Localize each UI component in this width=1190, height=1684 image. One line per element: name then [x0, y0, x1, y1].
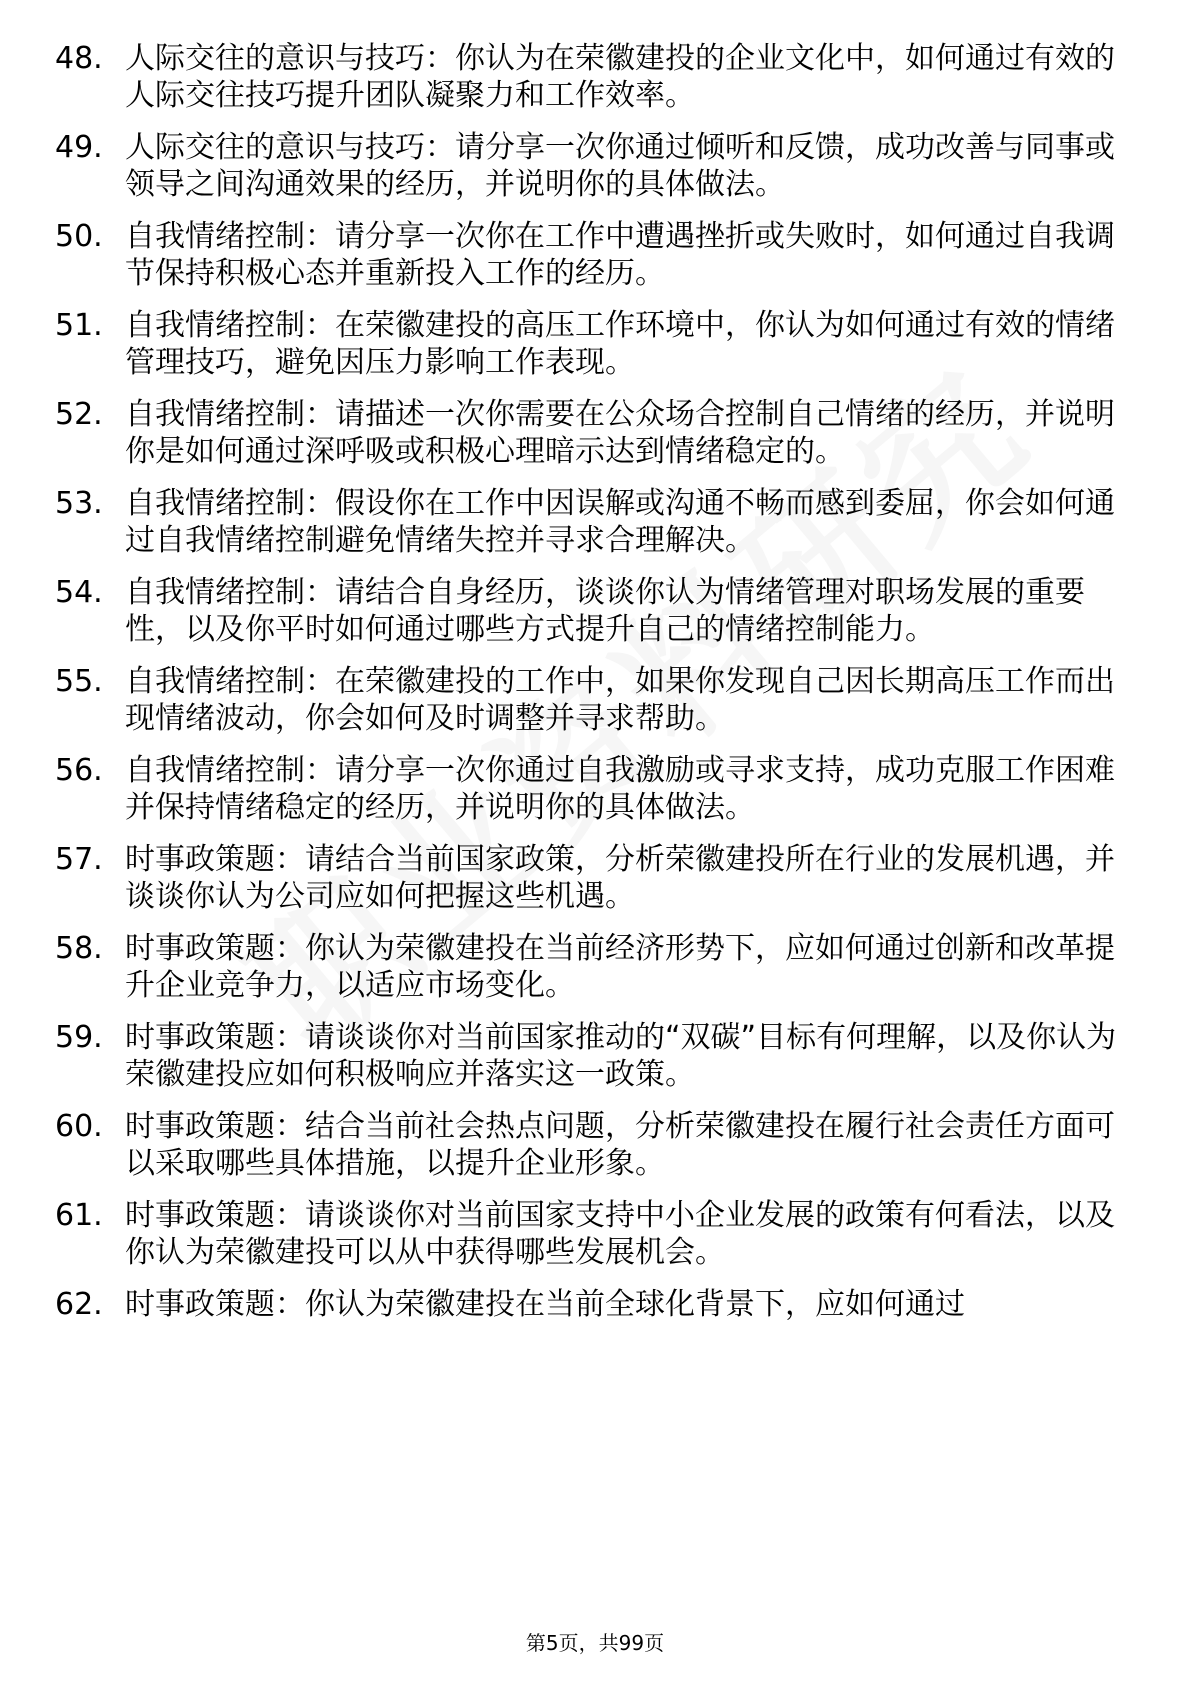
question-text: 自我情绪控制：请结合自身经历，谈谈你认为情绪管理对职场发展的重要性，以及你平时如何通过哪些方式提升自己的情绪控制能力。	[125, 575, 1085, 647]
question-item	[55, 574, 1135, 648]
question-text: 自我情绪控制：请分享一次你通过自我激励或寻求支持，成功克服工作困难并保持情绪稳定的经历，并说明你的具体做法。	[125, 753, 1115, 825]
question-text: 时事政策题：你认为荣徽建投在当前全球化背景下，应如何通过	[125, 1287, 965, 1322]
question-number: 54.	[55, 575, 103, 610]
page-footer: 第5页，共99页	[525, 1631, 665, 1655]
question-item	[55, 218, 1135, 292]
question-item	[55, 930, 1135, 1004]
question-item	[55, 307, 1135, 381]
question-text: 自我情绪控制：请分享一次你在工作中遭遇挫折或失败时，如何通过自我调节保持积极心态并重新投入工作的经历。	[125, 219, 1115, 291]
question-text: 自我情绪控制：请描述一次你需要在公众场合控制自己情绪的经历，并说明你是如何通过深呼吸或积极心理暗示达到情绪稳定的。	[125, 397, 1115, 469]
question-item	[55, 1286, 1135, 1323]
question-number: 61.	[55, 1198, 103, 1233]
question-text: 时事政策题：你认为荣徽建投在当前经济形势下，应如何通过创新和改革提升企业竞争力，以适应市场变化。	[125, 931, 1115, 1003]
question-item	[55, 396, 1135, 470]
question-list	[55, 40, 1135, 1338]
question-number: 48.	[55, 41, 103, 76]
question-text: 时事政策题：请结合当前国家政策，分析荣徽建投所在行业的发展机遇，并谈谈你认为公司应如何把握这些机遇。	[125, 842, 1115, 914]
question-number: 52.	[55, 397, 103, 432]
question-number: 55.	[55, 664, 103, 699]
question-item	[55, 1019, 1135, 1093]
question-number: 53.	[55, 486, 103, 521]
question-number: 56.	[55, 753, 103, 788]
question-number: 59.	[55, 1020, 103, 1055]
question-item	[55, 841, 1135, 915]
question-text: 自我情绪控制：在荣徽建投的高压工作环境中，你认为如何通过有效的情绪管理技巧，避免因压力影响工作表现。	[125, 308, 1115, 380]
question-text: 人际交往的意识与技巧：请分享一次你通过倾听和反馈，成功改善与同事或领导之间沟通效果的经历，并说明你的具体做法。	[125, 130, 1115, 202]
question-text: 自我情绪控制：在荣徽建投的工作中，如果你发现自己因长期高压工作而出现情绪波动，你会如何及时调整并寻求帮助。	[125, 664, 1115, 736]
question-number: 60.	[55, 1109, 103, 1144]
question-item	[55, 1108, 1135, 1182]
question-number: 51.	[55, 308, 103, 343]
question-text: 人际交往的意识与技巧：你认为在荣徽建投的企业文化中，如何通过有效的人际交往技巧提升团队凝聚力和工作效率。	[125, 41, 1115, 113]
question-number: 49.	[55, 130, 103, 165]
question-text: 时事政策题：结合当前社会热点问题，分析荣徽建投在履行社会责任方面可以采取哪些具体措施，以提升企业形象。	[125, 1109, 1115, 1181]
question-text: 时事政策题：请谈谈你对当前国家支持中小企业发展的政策有何看法，以及你认为荣徽建投可以从中获得哪些发展机会。	[125, 1198, 1115, 1270]
question-item	[55, 663, 1135, 737]
question-number: 50.	[55, 219, 103, 254]
question-text: 时事政策题：请谈谈你对当前国家推动的“双碳”目标有何理解，以及你认为荣徽建投应如何积极响应并落实这一政策。	[125, 1020, 1117, 1092]
question-item	[55, 129, 1135, 203]
question-number: 62.	[55, 1287, 103, 1322]
question-item	[55, 40, 1135, 114]
question-item	[55, 752, 1135, 826]
question-text: 自我情绪控制：假设你在工作中因误解或沟通不畅而感到委屈，你会如何通过自我情绪控制避免情绪失控并寻求合理解决。	[125, 486, 1115, 558]
question-number: 57.	[55, 842, 103, 877]
question-number: 58.	[55, 931, 103, 966]
question-item	[55, 485, 1135, 559]
question-item	[55, 1197, 1135, 1271]
